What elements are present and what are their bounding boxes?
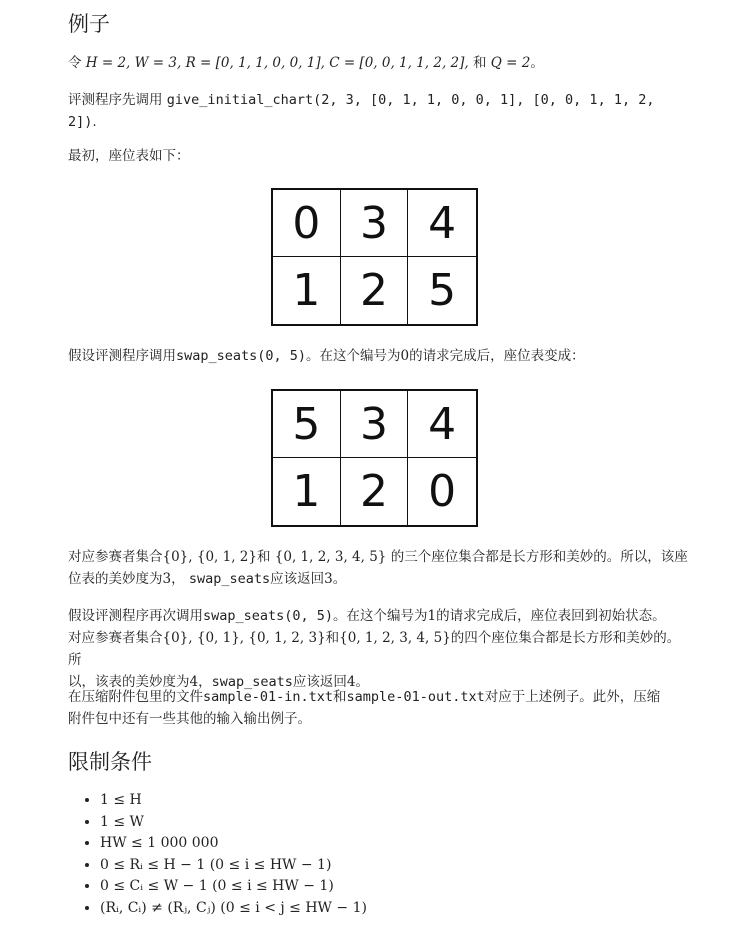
initial-call-paragraph: 评测程序先调用 give_initial_chart(2, 3, [0, 1, 1, 0, 0, 1], [0, 0, 1, 1, 2, 2]). [68, 92, 655, 130]
intro-paragraph: 令 H = 2, W = 3, R = [0, 1, 1, 0, 0, 1], C = [0, 0, 1, 1, 2, 2], 和 Q = 2。 [68, 55, 544, 71]
grid-cell: 2 [341, 257, 409, 324]
swap1-paragraph: 假设评测程序调用swap_seats(0, 5)。在这个编号为0的请求完成后，座位表变成： [68, 348, 585, 364]
sample-files-paragraph: 在压缩附件包里的文件sample-01-in.txt和sample-01-out.txt对应于上述例子。此外，压缩 附件包中还有一些其他的输入输出例子。 [68, 689, 661, 727]
grid-cell: 0 [273, 190, 341, 257]
grid-cell: 5 [428, 265, 457, 316]
grid-cell: 4 [408, 391, 476, 458]
sample-out-filename: sample-01-out.txt [346, 689, 485, 705]
grid-cell: 2 [341, 458, 409, 525]
example-heading: 例子 [68, 12, 110, 36]
limits-heading: 限制条件 [68, 750, 152, 774]
seating-grid-after-swap [271, 389, 478, 527]
limits-list [82, 790, 367, 919]
limit-item: • HW ≤ 1 000 000 [100, 833, 367, 855]
seating-grid-initial [271, 188, 478, 326]
swap-seats-code: swap_seats(0, 5) [176, 348, 307, 364]
limit-item: • 1 ≤ H [100, 790, 367, 812]
swap2-paragraph: 假设评测程序再次调用swap_seats(0, 5)。在这个编号为1的请求完成后，座位表回到初始状态。 对应参赛者集合{0}, {0, 1}, {0, 1, 2, 3}和{0, 1, 2, 3, 4, 5}的四个座位集合都是长方形和美妙的。所 以，该表的美妙度为4，swap_seats应该返回4。 [68, 608, 681, 690]
give-initial-chart-code: give_initial_chart(2, 3, [0, 1, 1, 0, 0, 1], [0, 0, 1, 1, 2, [166, 92, 655, 108]
limit-item: • 1 ≤ W [100, 812, 367, 834]
grid-cell: 3 [341, 391, 409, 458]
limit-item: • 0 ≤ Cᵢ ≤ W − 1 (0 ≤ i ≤ HW − 1) [100, 876, 367, 898]
grid-cell: 4 [408, 190, 476, 257]
initial-label: 最初，座位表如下： [68, 148, 190, 164]
grid-cell: 3 [341, 190, 409, 257]
limit-item: • (Rᵢ, Cᵢ) ≠ (Rⱼ, Cⱼ) (0 ≤ i < j ≤ HW − 1) [100, 898, 367, 920]
grid-cell: 1 [273, 257, 341, 324]
sample-in-filename: sample-01-in.txt [203, 689, 334, 705]
limit-item: • 0 ≤ Rᵢ ≤ H − 1 (0 ≤ i ≤ HW − 1) [100, 855, 367, 877]
grid-cell: 5 [273, 391, 341, 458]
grid-cell: 1 [273, 458, 341, 525]
grid-cell: 0 [428, 466, 457, 517]
result1-paragraph: 对应参赛者集合{0}, {0, 1, 2}和 {0, 1, 2, 3, 4, 5} 的三个座位集合都是长方形和美妙的。所以，该座 位表的美妙度为3， swap_seats应该返回3。 [68, 549, 688, 587]
